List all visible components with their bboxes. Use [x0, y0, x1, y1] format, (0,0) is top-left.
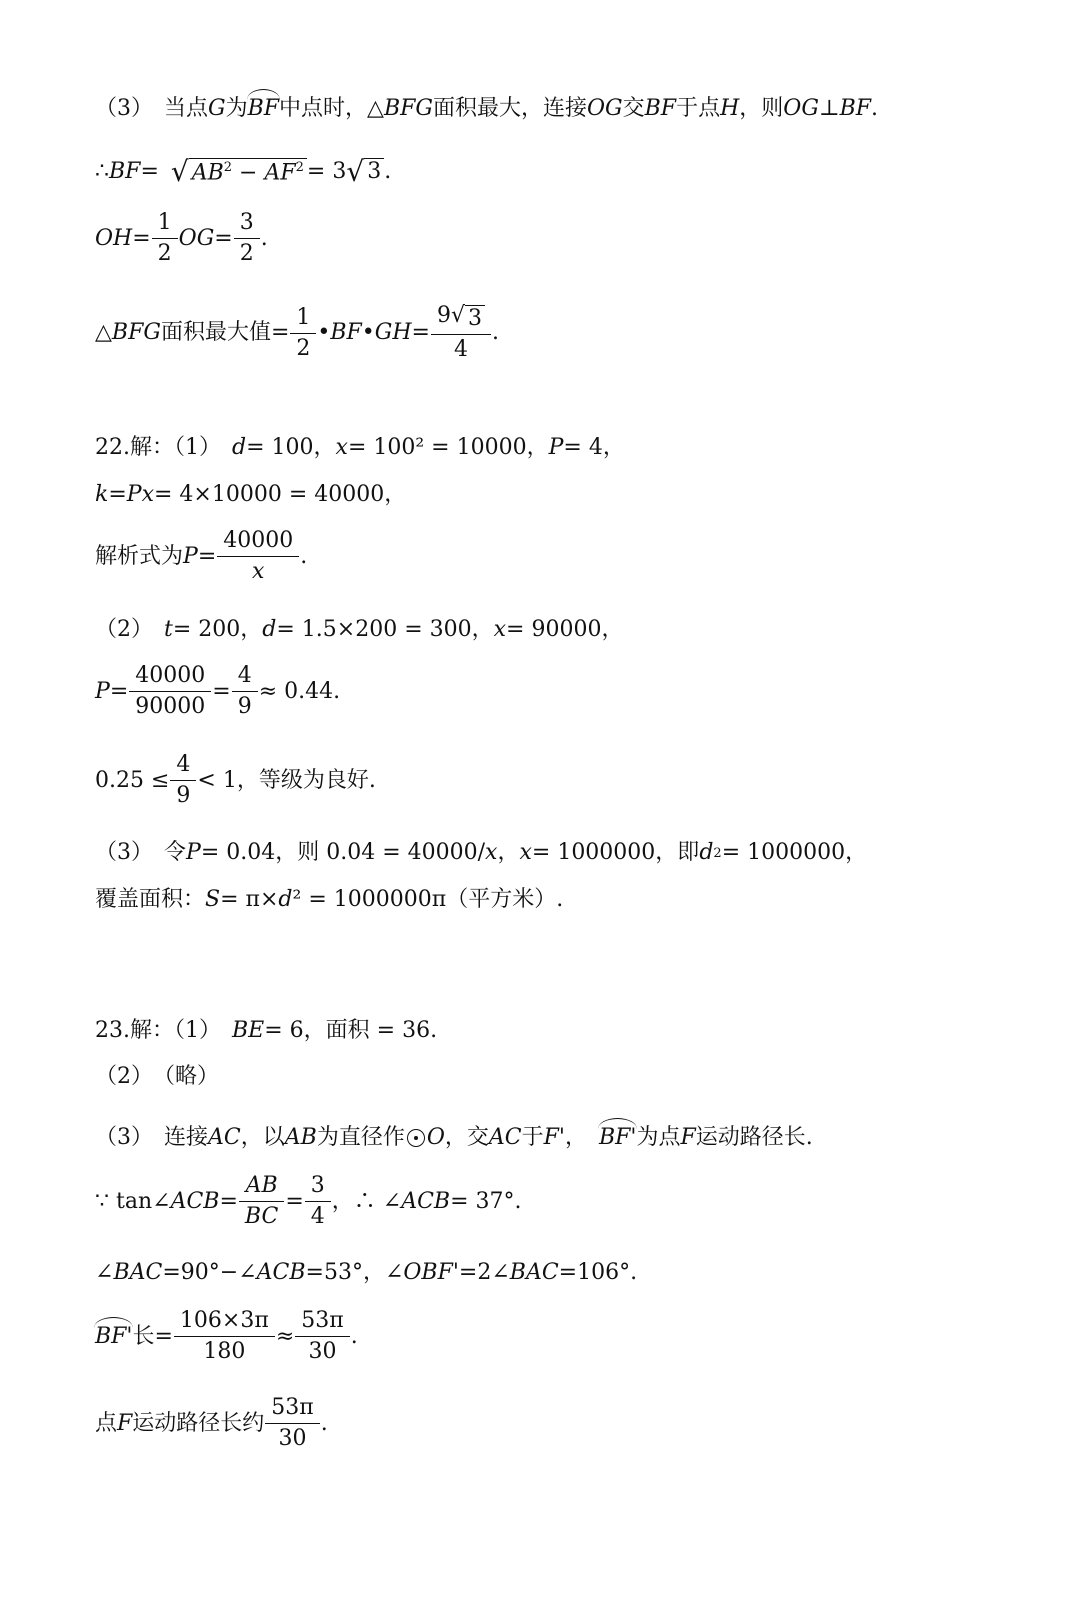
- text: 为点: [636, 1125, 681, 1150]
- q22-line5: [95, 665, 340, 718]
- q22-line6: [95, 754, 376, 807]
- text: x: [335, 435, 348, 460]
- fraction: 9 √ 3 4: [434, 305, 488, 361]
- text: 面积最大值=: [160, 320, 290, 345]
- arc-bf: BF: [247, 96, 280, 121]
- fraction: [235, 665, 255, 718]
- text: 53π: [301, 1308, 344, 1333]
- text: ，交: [444, 1125, 489, 1150]
- text: OBF': [403, 1260, 459, 1285]
- text: P: [95, 678, 110, 704]
- text: k: [95, 482, 109, 507]
- text: 2: [234, 238, 260, 265]
- text: ACB: [401, 1188, 451, 1214]
- text: F': [543, 1125, 565, 1150]
- text: ∵ tan∠: [95, 1188, 171, 1214]
- text: OG: [586, 96, 623, 121]
- text: ，: [497, 840, 520, 865]
- text: d: [278, 887, 293, 912]
- text: .: [492, 320, 500, 345]
- text: 2: [223, 160, 233, 175]
- q23-line3: [95, 1127, 813, 1149]
- text: 4: [237, 663, 252, 688]
- text: d: [699, 840, 714, 865]
- text: ACB: [170, 1188, 220, 1214]
- text: =53°，∠: [305, 1260, 404, 1285]
- text: 中点时，△: [279, 96, 384, 121]
- text: ≈: [275, 1323, 295, 1349]
- text: 为直径作: [316, 1125, 405, 1150]
- text: AB: [191, 160, 224, 186]
- text: 0.25 ≤: [95, 767, 170, 793]
- text: = 1.5×200 = 300，: [276, 617, 494, 642]
- text: 4: [305, 1201, 331, 1228]
- text: Px: [126, 482, 154, 507]
- text: 2: [713, 845, 722, 861]
- text: = 200，: [172, 617, 263, 642]
- text: = 90000，: [506, 617, 624, 642]
- text: =: [411, 320, 430, 345]
- text: 1: [157, 210, 172, 235]
- fraction: [177, 1310, 272, 1363]
- circle-dot-icon: [407, 1129, 425, 1147]
- text: 9: [436, 303, 451, 328]
- text: =: [212, 678, 231, 704]
- text: 运动路径长.: [695, 1125, 813, 1150]
- fraction: [132, 665, 208, 718]
- q21-3-line2: [95, 155, 392, 188]
- text: .: [350, 1323, 358, 1349]
- text: 面积最大，连接: [432, 96, 587, 121]
- text: BC: [239, 1201, 284, 1228]
- text: P: [548, 435, 564, 460]
- text: = 6，面积 = 36.: [264, 1018, 438, 1043]
- text: = 3: [306, 159, 347, 184]
- text: =106°.: [558, 1260, 638, 1285]
- text: BFG: [111, 320, 161, 345]
- text: AF: [264, 160, 296, 186]
- text: = 100，: [246, 435, 336, 460]
- text: .: [300, 543, 308, 569]
- text: = π×: [220, 887, 279, 912]
- text: = 100² = 10000，: [347, 435, 549, 460]
- text: 运动路径长约: [132, 1410, 265, 1436]
- q23-line6: [95, 1310, 358, 1363]
- fraction: [298, 1310, 346, 1363]
- fraction: [220, 530, 296, 583]
- text: = 0.04，则 0.04 = 40000/: [200, 840, 486, 865]
- arc-bf-prime: BF': [598, 1125, 637, 1150]
- text: （2） （略）: [95, 1064, 219, 1089]
- text: =: [108, 482, 127, 507]
- q22-line7: [95, 842, 867, 864]
- text: d: [232, 435, 247, 460]
- text: AB: [245, 1173, 278, 1198]
- text: 106×3π: [179, 1308, 269, 1333]
- text: = 1000000，: [721, 840, 868, 865]
- text: 2: [290, 333, 316, 360]
- text: ，: [564, 1125, 587, 1150]
- text: BAC: [509, 1260, 559, 1285]
- text: AB: [284, 1125, 317, 1150]
- text: 为: [225, 96, 248, 121]
- text: = 37°.: [450, 1188, 522, 1214]
- text: 22.解：（1）: [95, 435, 232, 460]
- text: 3: [364, 158, 384, 186]
- fraction: [308, 1175, 328, 1228]
- text: ∠: [95, 1260, 114, 1285]
- text: •: [361, 320, 375, 345]
- text: = 1000000，即: [531, 840, 700, 865]
- text: ACB: [256, 1260, 306, 1285]
- text: 40000: [223, 528, 294, 553]
- text: 9: [232, 691, 258, 718]
- arc-bf-prime: BF': [95, 1323, 133, 1349]
- text: 40000: [135, 663, 206, 688]
- text: P: [186, 840, 201, 865]
- fraction: [242, 1175, 281, 1228]
- sqrt-3: √ 3: [346, 158, 384, 186]
- text: ⊥: [818, 96, 840, 121]
- text: 3: [310, 1173, 325, 1198]
- text: < 1，等级为良好.: [197, 767, 376, 793]
- text: 90000: [129, 691, 211, 718]
- q22-line8: [95, 889, 563, 911]
- text: x: [519, 840, 532, 865]
- text: x: [493, 617, 507, 642]
- text: .: [320, 1410, 328, 1436]
- fraction: [155, 212, 175, 265]
- text: 4: [176, 752, 191, 777]
- text: G: [208, 96, 226, 121]
- q21-3-line4: [95, 305, 499, 361]
- text: .: [384, 159, 392, 184]
- text: =2∠: [458, 1260, 510, 1285]
- text: = 4，: [563, 435, 625, 460]
- text: =: [219, 1188, 238, 1214]
- q23-line1: [95, 1020, 437, 1042]
- text: •: [317, 320, 331, 345]
- q22-line1: [95, 437, 625, 459]
- text: F: [117, 1410, 133, 1436]
- text: −: [232, 160, 265, 186]
- text: 3: [239, 210, 254, 235]
- text: x: [485, 840, 498, 865]
- text: H: [720, 96, 740, 121]
- text: （3） 连接: [95, 1125, 208, 1150]
- text: BF: [644, 96, 677, 121]
- text: BFG: [383, 96, 433, 121]
- text: OH: [95, 225, 133, 251]
- text: 30: [295, 1336, 349, 1363]
- text: 9: [170, 780, 196, 807]
- text: ，则: [739, 96, 784, 121]
- text: 于: [521, 1125, 544, 1150]
- text: ≈ 0.44.: [258, 678, 341, 704]
- text: =: [132, 225, 151, 251]
- q23-line2: [95, 1066, 219, 1088]
- text: .: [871, 96, 879, 121]
- text: OG: [178, 225, 215, 251]
- text: AC: [488, 1125, 522, 1150]
- text: O: [426, 1125, 445, 1150]
- text: 53π: [271, 1395, 314, 1420]
- q22-line4: [95, 619, 623, 641]
- text: （3） 当点: [95, 96, 208, 121]
- text: =: [109, 678, 129, 704]
- text: 解析式为: [95, 543, 184, 569]
- text: 180: [174, 1336, 275, 1363]
- text: 23.解：（1）: [95, 1018, 232, 1043]
- text: 交: [622, 96, 645, 121]
- q21-3-line1: [95, 98, 878, 120]
- text: OG: [783, 96, 819, 121]
- text: AC: [208, 1125, 241, 1150]
- text: d: [262, 617, 277, 642]
- text: GH: [374, 320, 412, 345]
- fraction: [173, 754, 193, 807]
- text: 1: [296, 304, 311, 330]
- text: F: [680, 1125, 696, 1150]
- text: 30: [265, 1423, 319, 1450]
- text: 2: [295, 160, 304, 175]
- fraction: [268, 1397, 316, 1450]
- text: S: [205, 887, 221, 912]
- text: t: [164, 617, 173, 642]
- text: （2）: [95, 617, 164, 642]
- text: BE: [232, 1018, 265, 1043]
- text: =: [214, 225, 233, 251]
- text: BF: [330, 320, 362, 345]
- text: x: [217, 556, 299, 583]
- text: P: [183, 543, 198, 569]
- text: 长=: [132, 1323, 173, 1349]
- q22-line2: [95, 484, 406, 506]
- text: .: [260, 225, 268, 251]
- q23-line7: [95, 1397, 328, 1450]
- text: ，∴ ∠: [331, 1188, 402, 1214]
- text: BF: [109, 159, 141, 184]
- text: ，以: [240, 1125, 285, 1150]
- text: BAC: [113, 1260, 163, 1285]
- text: BF: [839, 96, 872, 121]
- text: = 4×10000 = 40000，: [154, 482, 407, 507]
- text: 覆盖面积：: [95, 887, 206, 912]
- q21-3-line3: [95, 212, 268, 265]
- text: 于点: [676, 96, 721, 121]
- fraction: [237, 212, 257, 265]
- q22-line3: [95, 530, 307, 583]
- text: =: [285, 1188, 304, 1214]
- text: （3） 令: [95, 840, 186, 865]
- text: △: [95, 320, 112, 345]
- fraction: [293, 304, 313, 361]
- text: 4: [431, 334, 491, 361]
- sqrt-expression: √ $AB^2 - AF^2$: [171, 158, 307, 186]
- text: ∴: [95, 159, 109, 184]
- text: 点: [95, 1410, 118, 1436]
- text: 3: [465, 305, 485, 330]
- text: =: [197, 543, 217, 569]
- q23-line5: [95, 1262, 637, 1284]
- text: =90°−∠: [162, 1260, 257, 1285]
- text: 2: [152, 238, 178, 265]
- text: ² = 1000000π（平方米）.: [292, 887, 564, 912]
- text: =: [140, 159, 159, 184]
- q23-line4: [95, 1175, 522, 1228]
